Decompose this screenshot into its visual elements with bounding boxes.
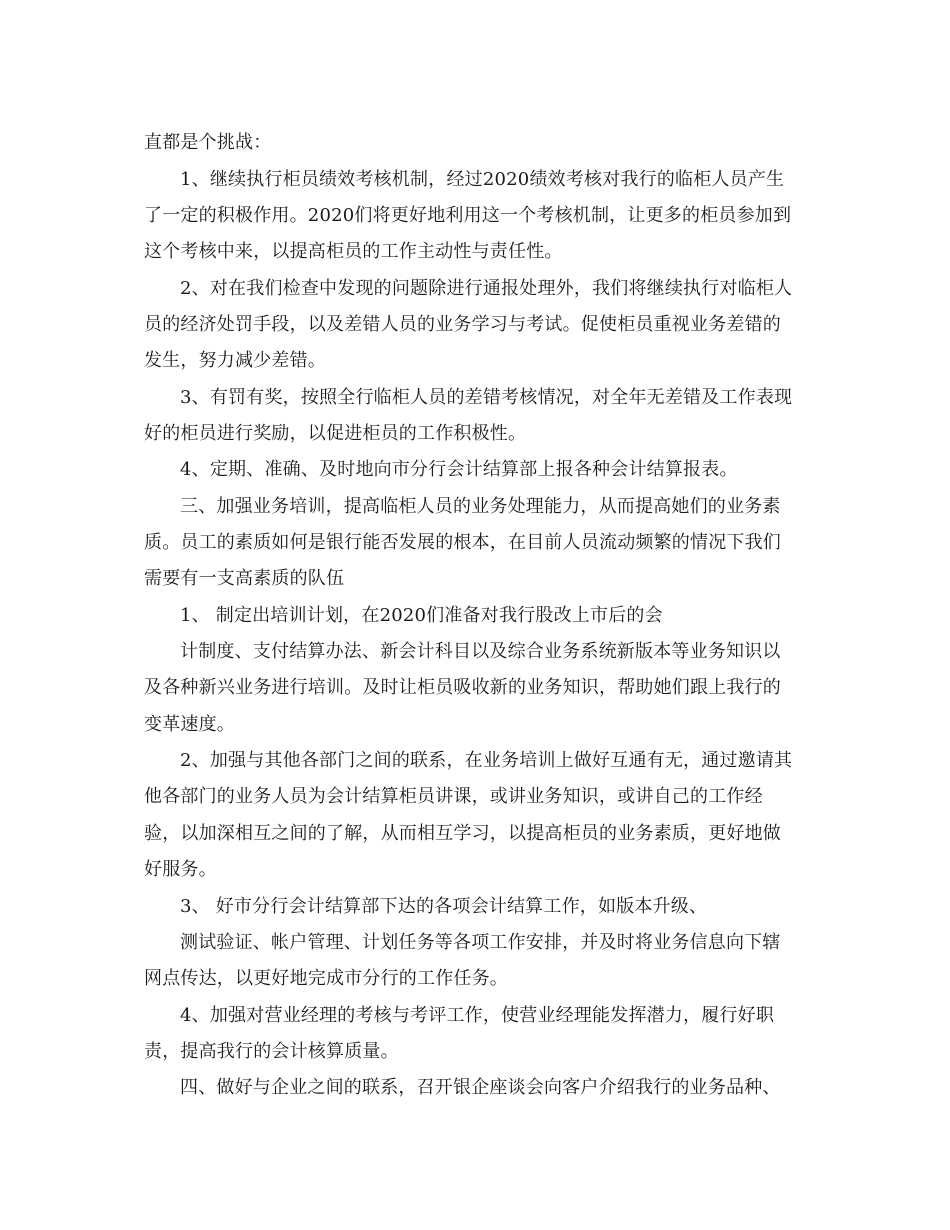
text-line: 发生，努力减少差错。	[144, 350, 326, 371]
text-line: 好的柜员进行奖励，以促进柜员的工作积极性。	[144, 423, 527, 444]
text-line: 了一定的积极作用。2020们将更好地利用这一个考核机制，让更多的柜员参加到	[144, 205, 792, 226]
text-line: 直都是个挑战：	[144, 132, 272, 153]
text-line: 他各部门的业务人员为会计结算柜员讲课，或讲业务知识，或讲自己的工作经	[144, 786, 763, 807]
text-line: 3、有罚有奖，按照全行临柜人员的差错考核情况，对全年无差错及工作表现	[180, 387, 793, 408]
text-line: 2、对在我们检查中发现的问题除进行通报处理外，我们将继续执行对临柜人	[180, 278, 793, 299]
text-line: 三、加强业务培训，提高临柜人员的业务处理能力，从而提高她们的业务素	[180, 496, 781, 517]
text-line: 质。员工的素质如何是银行能否发展的根本，在目前人员流动频繁的情况下我们	[144, 532, 781, 553]
text-line: 2、加强与其他各部门之间的联系，在业务培训上做好互通有无，通过邀请其	[180, 750, 793, 771]
text-line: 4、加强对营业经理的考核与考评工作，使营业经理能发挥潜力，履行好职	[180, 1005, 775, 1026]
text-line: 及各种新兴业务进行培训。及时让柜员吸收新的业务知识，帮助她们跟上我行的	[144, 677, 781, 698]
text-line: 网点传达，以更好地完成市分行的工作任务。	[144, 968, 508, 989]
text-line: 4、定期、准确、及时地向市分行会计结算部上报各种会计结算报表。	[180, 459, 738, 480]
text-line: 变革速度。	[144, 714, 235, 735]
text-line: 验，以加深相互之间的了解，从而相互学习，以提高柜员的业务素质，更好地做	[144, 823, 781, 844]
text-line: 责，提高我行的会计核算质量。	[144, 1041, 399, 1062]
text-line: 计制度、支付结算办法、新会计科目以及综合业务系统新版本等业务知识以	[180, 641, 781, 662]
text-line: 测试验证、帐户管理、计划任务等各项工作安排，并及时将业务信息向下辖	[180, 932, 781, 953]
text-line: 这个考核中来，以提高柜员的工作主动性与责任性。	[144, 241, 563, 262]
text-line: 好服务。	[144, 859, 217, 880]
text-line: 四、做好与企业之间的联系，召开银企座谈会向客户介绍我行的业务品种、	[180, 1077, 781, 1098]
text-line: 1、 制定出培训计划，在2020们准备对我行股改上市后的会	[180, 605, 663, 626]
text-line: 1、继续执行柜员绩效考核机制，经过2020绩效考核对我行的临柜人员产生	[180, 169, 785, 190]
text-line: 员的经济处罚手段，以及差错人员的业务学习与考试。促使柜员重视业务差错的	[144, 314, 781, 335]
text-line: 需要有一支高素质的队伍	[144, 568, 345, 589]
text-line: 3、 好市分行会计结算部下达的各项会计结算工作，如版本升级、	[180, 896, 708, 917]
